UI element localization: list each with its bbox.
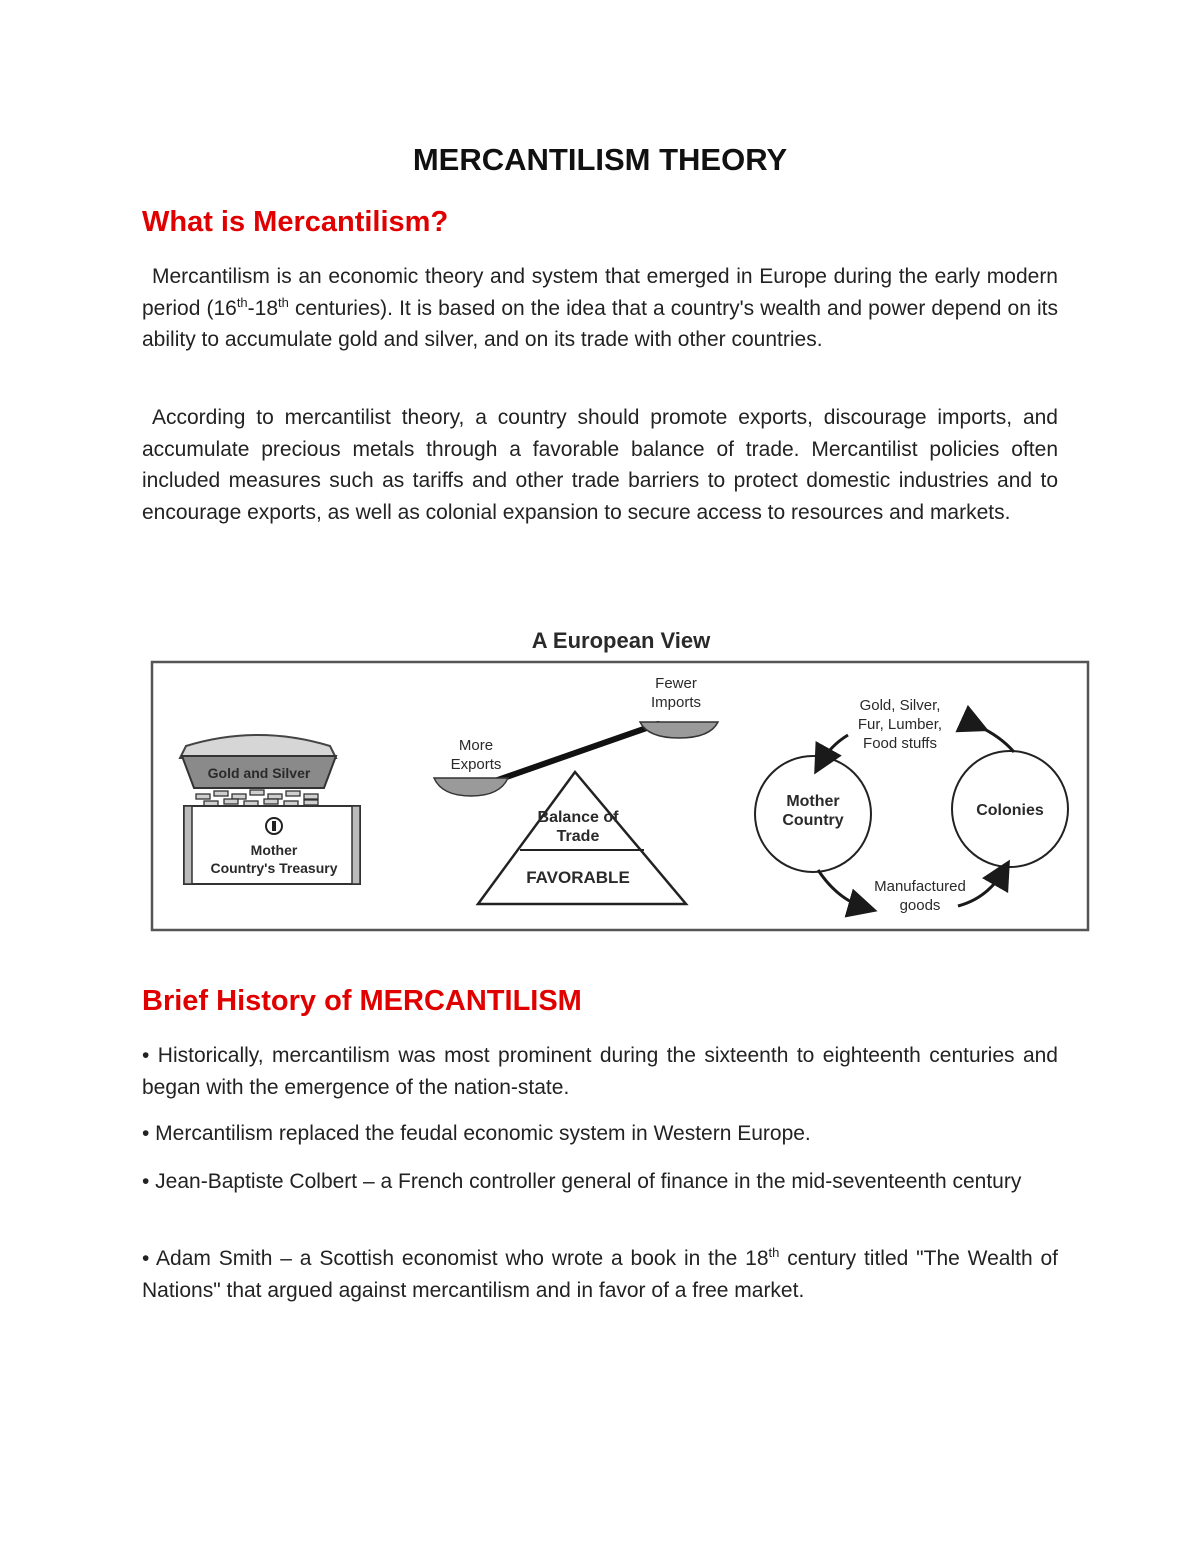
figure-heading: A European View [531, 628, 711, 653]
more-label: More [458, 737, 494, 754]
mother-label: Mother [786, 793, 840, 810]
document-title: MERCANTILISM THEORY [412, 142, 788, 177]
favorable-label: FAVORABLE [526, 868, 630, 887]
cycle-top-line3: Food stuffs [863, 735, 937, 752]
treasury-illustration [180, 735, 360, 884]
section-heading-history: Brief History of MERCANTILISM [142, 985, 582, 1017]
cycle-top-line1: Gold, Silver, [859, 697, 941, 714]
bullet-history-3: • Jean-Baptiste Colbert – a French controller general of finance in the mid-seventeenth century [142, 1170, 1022, 1193]
fewer-label: Fewer [655, 675, 697, 692]
gold-silver-label: Gold and Silver [207, 765, 311, 781]
section-heading-what-is: What is Mercantilism? [142, 206, 449, 238]
trade-label: Trade [556, 828, 600, 845]
paragraph-theory: According to mercantilist theory, a country should promote exports, discourage imports, and accumulate precious metals through a favorable balance of trade. Mercantilist policies often included measures such as tariffs and other trade barriers to protect domestic industries and to encourage exports, as well as colonial expansion to secure access to resources and markets. [142, 406, 1058, 524]
cycle-bottom-line2: goods [899, 897, 941, 914]
country-label: Country [782, 812, 844, 829]
bullet-history-4: • Adam Smith – a Scottish economist who wrote a book in the 18th century titled "The Wealth of Nations" that argued against mercantilism and in favor of a free market. [142, 1245, 1058, 1302]
treasury-label-line2: Country's Treasury [210, 860, 338, 876]
paragraph-definition: Mercantilism is an economic theory and system that emerged in Europe during the early modern period (16th-18th centuries). It is based on the idea that a country's wealth and power depend on its ability to accumulate gold and silver, and on its trade with other countries. [142, 265, 1058, 351]
european-view-figure [148, 618, 1094, 938]
colonies-label: Colonies [976, 802, 1044, 819]
bullet-history-2: • Mercantilism replaced the feudal economic system in Western Europe. [142, 1122, 811, 1145]
exports-label: Exports [450, 756, 502, 773]
bullet-history-1: • Historically, mercantilism was most prominent during the sixteenth to eighteenth centuries and began with the emergence of the nation-state. [142, 1044, 1058, 1099]
european-view-diagram [148, 618, 1094, 938]
imports-label: Imports [650, 694, 702, 711]
cycle-bottom-line1: Manufactured [874, 878, 966, 895]
treasury-label-line1: Mother [250, 842, 298, 858]
balance-of-label: Balance of [537, 809, 619, 826]
cycle-top-line2: Fur, Lumber, [857, 716, 943, 733]
